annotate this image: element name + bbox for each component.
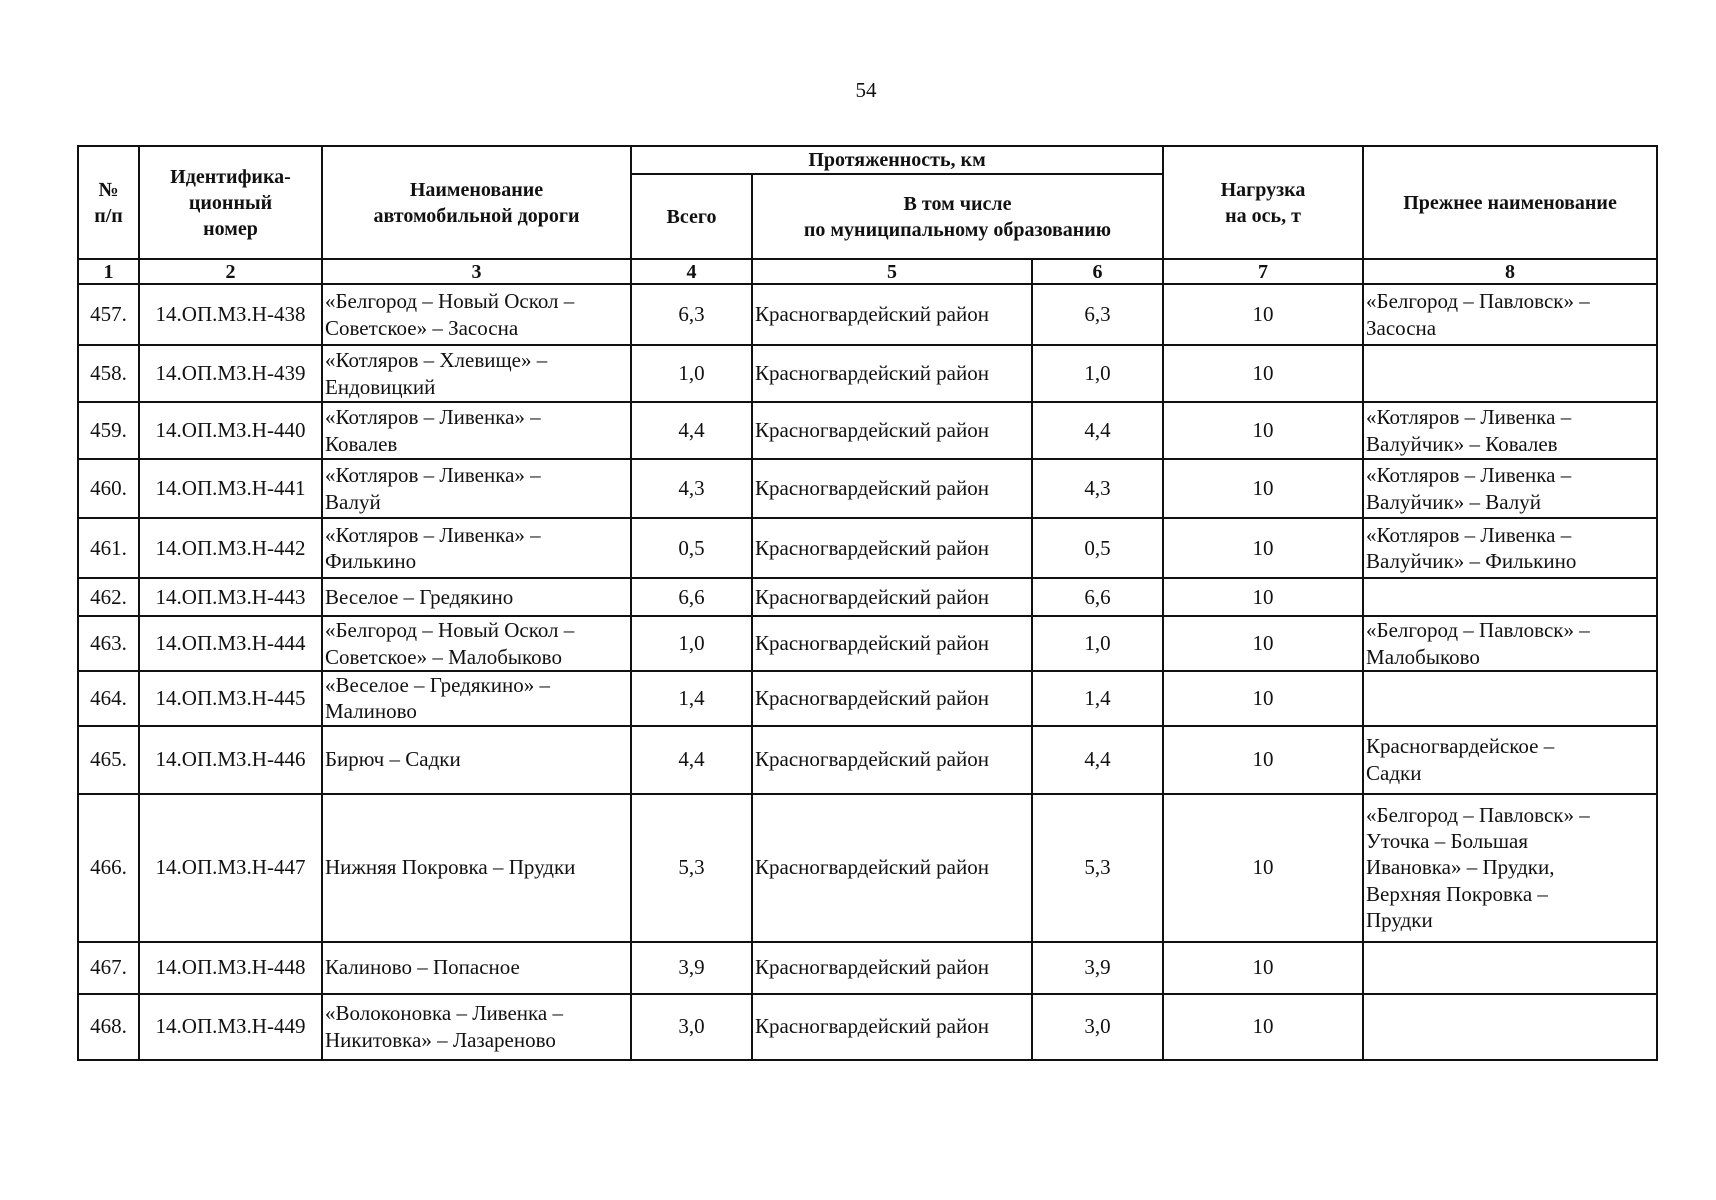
length-total: 3,0 <box>631 994 752 1060</box>
road-id: 14.ОП.МЗ.Н-438 <box>139 284 322 345</box>
table-row <box>78 578 1657 616</box>
axle-load: 10 <box>1163 402 1363 459</box>
header-length-group: Протяженность, км <box>631 146 1163 174</box>
road-name: Бирюч – Садки <box>322 726 631 794</box>
table-row <box>78 942 1657 994</box>
axle-load: 10 <box>1163 578 1363 616</box>
row-number: 461. <box>78 518 139 578</box>
road-id: 14.ОП.МЗ.Н-442 <box>139 518 322 578</box>
former-name: «Котляров – Ливенка – Валуйчик» – Филькино <box>1363 518 1657 578</box>
road-name: «Волоконовка – Ливенка – Никитовка» – Лазареново <box>322 994 631 1060</box>
length-total: 6,6 <box>631 578 752 616</box>
length-total: 4,4 <box>631 402 752 459</box>
row-number: 467. <box>78 942 139 994</box>
row-number: 464. <box>78 671 139 726</box>
municipality: Красногвардейский район <box>752 284 1032 345</box>
length-total: 3,9 <box>631 942 752 994</box>
row-number: 460. <box>78 459 139 518</box>
length-total: 4,4 <box>631 726 752 794</box>
former-name: «Белгород – Павловск» – Малобыково <box>1363 616 1657 671</box>
table-row <box>78 671 1657 726</box>
municipality: Красногвардейский район <box>752 616 1032 671</box>
length-municipality: 1,0 <box>1032 616 1163 671</box>
road-id: 14.ОП.МЗ.Н-441 <box>139 459 322 518</box>
axle-load: 10 <box>1163 994 1363 1060</box>
page-number: 54 <box>855 78 877 102</box>
header-num: № п/п <box>78 146 139 259</box>
road-id: 14.ОП.МЗ.Н-443 <box>139 578 322 616</box>
former-name: «Белгород – Павловск» – Засосна <box>1363 284 1657 345</box>
table-row <box>78 794 1657 942</box>
road-id: 14.ОП.МЗ.Н-448 <box>139 942 322 994</box>
road-name: Нижняя Покровка – Прудки <box>322 794 631 942</box>
road-id: 14.ОП.МЗ.Н-449 <box>139 994 322 1060</box>
municipality: Красногвардейский район <box>752 994 1032 1060</box>
table-row <box>78 518 1657 578</box>
length-municipality: 3,9 <box>1032 942 1163 994</box>
table-row <box>78 345 1657 402</box>
length-municipality: 5,3 <box>1032 794 1163 942</box>
length-municipality: 1,4 <box>1032 671 1163 726</box>
municipality: Красногвардейский район <box>752 726 1032 794</box>
municipality: Красногвардейский район <box>752 942 1032 994</box>
road-id: 14.ОП.МЗ.Н-447 <box>139 794 322 942</box>
road-name: «Веселое – Гредякино» – Малиново <box>322 671 631 726</box>
row-number: 458. <box>78 345 139 402</box>
road-id: 14.ОП.МЗ.Н-444 <box>139 616 322 671</box>
table-row <box>78 284 1657 345</box>
length-municipality: 4,3 <box>1032 459 1163 518</box>
length-municipality: 4,4 <box>1032 726 1163 794</box>
row-number: 457. <box>78 284 139 345</box>
road-name: «Белгород – Новый Оскол – Советское» – Засосна <box>322 284 631 345</box>
table-row <box>78 402 1657 459</box>
column-number: 5 <box>752 259 1032 284</box>
table-body <box>78 284 1657 1060</box>
header-id: Идентифика- ционный номер <box>139 146 322 259</box>
municipality: Красногвардейский район <box>752 459 1032 518</box>
length-municipality: 4,4 <box>1032 402 1163 459</box>
header-road-name: Наименование автомобильной дороги <box>322 146 631 259</box>
column-number-row <box>78 259 1657 284</box>
municipality: Красногвардейский район <box>752 578 1032 616</box>
length-municipality: 0,5 <box>1032 518 1163 578</box>
length-total: 0,5 <box>631 518 752 578</box>
road-name: «Котляров – Хлевище» – Ендовицкий <box>322 345 631 402</box>
length-municipality: 3,0 <box>1032 994 1163 1060</box>
axle-load: 10 <box>1163 794 1363 942</box>
length-total: 1,4 <box>631 671 752 726</box>
row-number: 465. <box>78 726 139 794</box>
table-row <box>78 459 1657 518</box>
header-by-municipality: В том числе по муниципальному образованию <box>752 174 1163 259</box>
row-number: 468. <box>78 994 139 1060</box>
column-number: 7 <box>1163 259 1363 284</box>
length-total: 5,3 <box>631 794 752 942</box>
length-municipality: 1,0 <box>1032 345 1163 402</box>
table-row <box>78 726 1657 794</box>
axle-load: 10 <box>1163 518 1363 578</box>
municipality: Красногвардейский район <box>752 518 1032 578</box>
header-axle-load: Нагрузка на ось, т <box>1163 146 1363 259</box>
road-name: «Котляров – Ливенка» – Филькино <box>322 518 631 578</box>
column-number: 6 <box>1032 259 1163 284</box>
row-number: 463. <box>78 616 139 671</box>
length-total: 1,0 <box>631 616 752 671</box>
column-number: 1 <box>78 259 139 284</box>
former-name: «Котляров – Ливенка – Валуйчик» – Ковалев <box>1363 402 1657 459</box>
municipality: Красногвардейский район <box>752 671 1032 726</box>
road-id: 14.ОП.МЗ.Н-446 <box>139 726 322 794</box>
road-id: 14.ОП.МЗ.Н-445 <box>139 671 322 726</box>
length-total: 4,3 <box>631 459 752 518</box>
header-total: Всего <box>631 174 752 259</box>
row-number: 462. <box>78 578 139 616</box>
road-id: 14.ОП.МЗ.Н-439 <box>139 345 322 402</box>
road-name: «Котляров – Ливенка» – Валуй <box>322 459 631 518</box>
former-name: Красногвардейское – Садки <box>1363 726 1657 794</box>
column-number: 3 <box>322 259 631 284</box>
road-name: Веселое – Гредякино <box>322 578 631 616</box>
axle-load: 10 <box>1163 459 1363 518</box>
table-row <box>78 616 1657 671</box>
axle-load: 10 <box>1163 284 1363 345</box>
header-former-name: Прежнее наименование <box>1363 146 1657 259</box>
row-number: 466. <box>78 794 139 942</box>
column-number: 2 <box>139 259 322 284</box>
former-name: «Белгород – Павловск» – Уточка – Большая Ивановка» – Прудки, Верхняя Покровка – Прудки <box>1363 794 1657 942</box>
municipality: Красногвардейский район <box>752 794 1032 942</box>
municipality: Красногвардейский район <box>752 402 1032 459</box>
road-name: «Котляров – Ливенка» – Ковалев <box>322 402 631 459</box>
former-name: «Котляров – Ливенка – Валуйчик» – Валуй <box>1363 459 1657 518</box>
former-name <box>1363 345 1657 402</box>
municipality: Красногвардейский район <box>752 345 1032 402</box>
road-name: «Белгород – Новый Оскол – Советское» – Малобыково <box>322 616 631 671</box>
axle-load: 10 <box>1163 616 1363 671</box>
length-municipality: 6,3 <box>1032 284 1163 345</box>
former-name <box>1363 942 1657 994</box>
length-municipality: 6,6 <box>1032 578 1163 616</box>
length-total: 6,3 <box>631 284 752 345</box>
length-total: 1,0 <box>631 345 752 402</box>
axle-load: 10 <box>1163 345 1363 402</box>
axle-load: 10 <box>1163 942 1363 994</box>
axle-load: 10 <box>1163 671 1363 726</box>
table-row <box>78 994 1657 1060</box>
roads-table <box>77 145 1658 1061</box>
road-id: 14.ОП.МЗ.Н-440 <box>139 402 322 459</box>
former-name <box>1363 578 1657 616</box>
column-number: 8 <box>1363 259 1657 284</box>
column-number: 4 <box>631 259 752 284</box>
row-number: 459. <box>78 402 139 459</box>
road-name: Калиново – Попасное <box>322 942 631 994</box>
former-name <box>1363 671 1657 726</box>
former-name <box>1363 994 1657 1060</box>
axle-load: 10 <box>1163 726 1363 794</box>
